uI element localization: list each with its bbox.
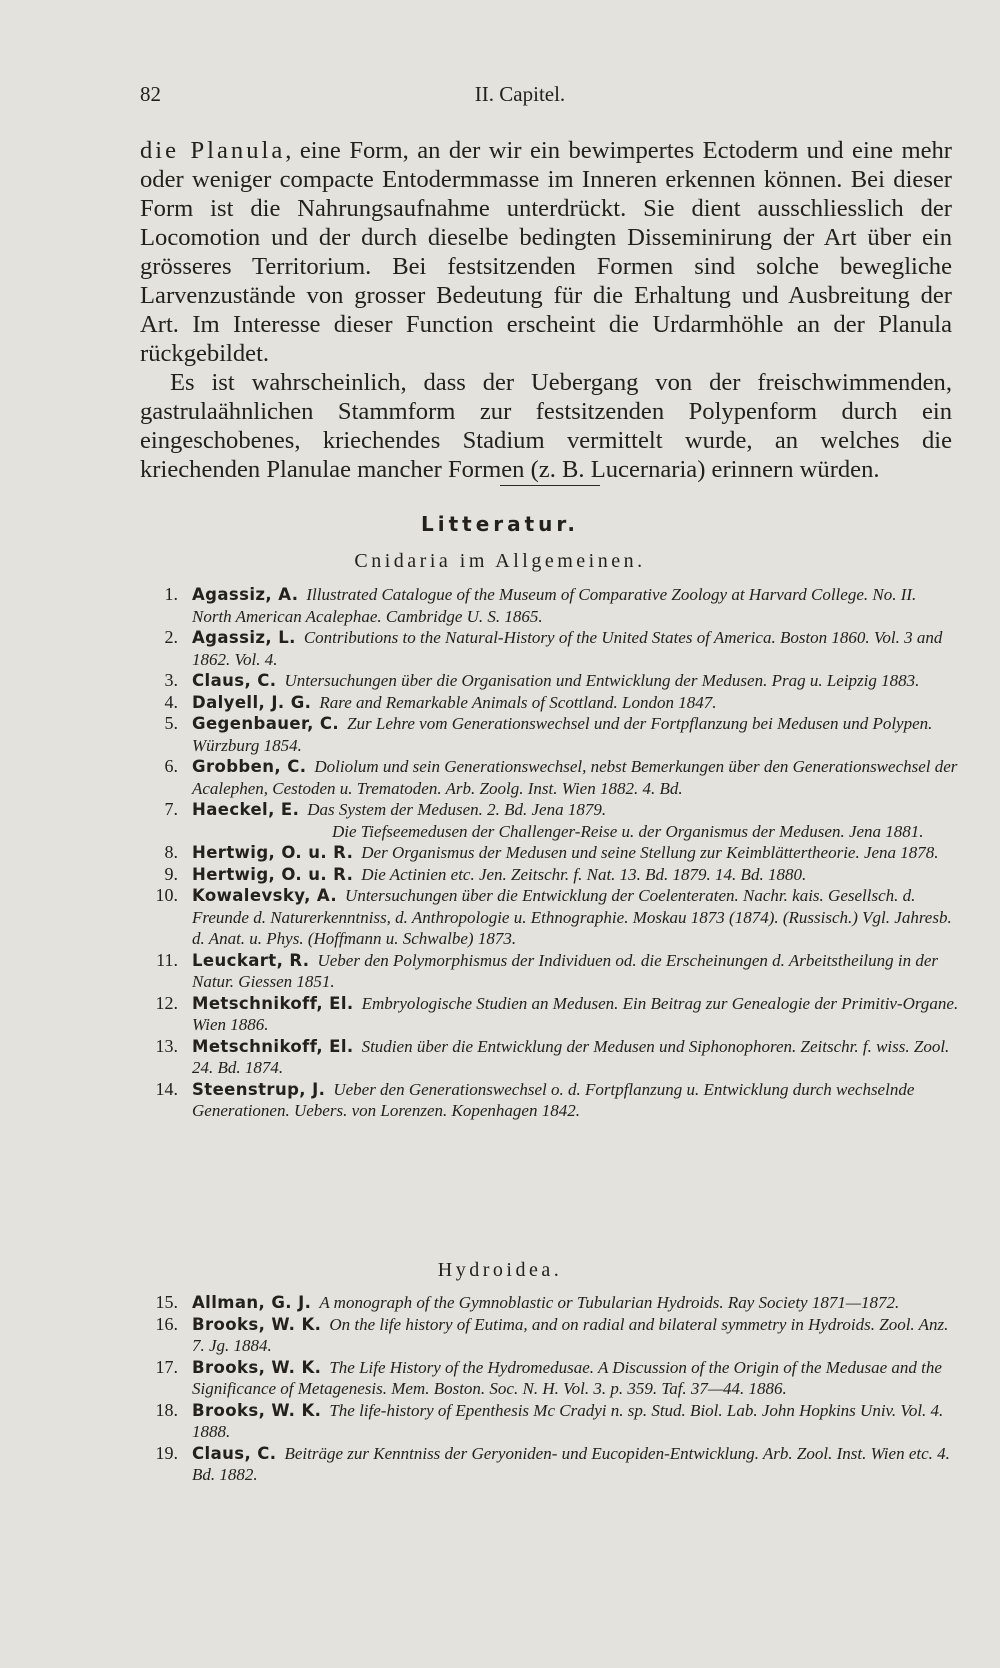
reference-title: Rare and Remarkable Animals of Scottland. London 1847.: [319, 692, 717, 712]
reference-title: Contributions to the Natural-History of the United States of America. Boston 1860. Vol. 3 and 1862. Vol. 4.: [192, 628, 943, 669]
reference-number: 2.: [164, 627, 178, 647]
reference-item: [140, 1036, 960, 1079]
reference-author: Brooks, W. K.: [192, 1314, 322, 1334]
literature-heading: Litteratur.: [420, 512, 580, 536]
reference-title: Zur Lehre vom Generationswechsel und der Fortpflanzung bei Medusen und Polypen. Würzburg 1854.: [192, 714, 933, 755]
reference-author: Claus, C.: [192, 671, 277, 690]
reference-number: 1.: [164, 584, 178, 604]
body-text: [140, 136, 952, 484]
reference-title: A monograph of the Gymnoblastic or Tubularian Hydroids. Ray Society 1871—1872.: [319, 1293, 900, 1312]
reference-item: [140, 885, 960, 950]
reference-item: [140, 864, 960, 886]
reference-title: Untersuchungen über die Organisation und Entwicklung der Medusen. Prag u. Leipzig 1883.: [284, 671, 920, 690]
reference-number: 5.: [164, 713, 178, 733]
reference-author: Kowalevsky, A.: [192, 886, 338, 905]
paragraph-2: Es ist wahrscheinlich, dass der Uebergang von der freischwimmenden, gastrulaähnlichen Stammform zur festsitzenden Polypenform durch ein eingeschobenes, kriechendes Stadium vermittelt wurde, an welches die kriechenden Planulae mancher Formen (z. B. Lucernaria) erinnern würden.: [140, 369, 952, 483]
reference-number: 9.: [164, 863, 178, 884]
reference-title: Doliolum und sein Generationswechsel, nebst Bemerkungen über den Generationswechsel der Acalephen, Cestoden u. Trematoden. Arb. Zoolg. Inst. Wien 1882. 4. Bd.: [192, 757, 958, 798]
reference-number: 10.: [155, 885, 178, 905]
reference-number: 14.: [155, 1078, 178, 1099]
reference-author: Dalyell, J. G.: [192, 692, 312, 712]
reference-item: [140, 842, 960, 864]
reference-item: [140, 713, 960, 756]
reference-number: 3.: [164, 670, 178, 690]
reference-number: 19.: [155, 1442, 178, 1463]
reference-item: [140, 1314, 960, 1357]
reference-number: 13.: [155, 1035, 178, 1056]
paragraph-1-text: , eine Form, an der wir ein bewimpertes Ectoderm und eine mehr oder weniger compacte Entodermmasse im Inneren erkennen können. Bei dieser Form ist die Nahrungsaufnahme unterdrückt. Sie dient ausschliesslich der Locomotion und der durch dieselbe bedingten Disseminirung der Art über ein grösseres Territorium. Bei festsitzenden Formen sind solche bewegliche Larvenzustände von grosser Bedeutung für die Erhaltung und Ausbreitung der Art. Im Interesse dieser Function erscheint die Urdarmhöhle an der Planula rückgebildet.: [140, 137, 952, 367]
reference-extra-title: Die Tiefseemedusen der Challenger-Reise u. der Organismus der Medusen. Jena 1881.: [332, 821, 924, 841]
reference-title: On the life history of Eutima, and on radial and bilateral symmetry in Hydroids. Zool. Anz. 7. Jg. 1884.: [192, 1314, 949, 1355]
reference-title: Studien über die Entwicklung der Medusen und Siphonophoren. Zeitschr. f. wiss. Zool. 24. Bd. 1874.: [192, 1036, 950, 1077]
reference-number: 15.: [155, 1292, 178, 1312]
reference-author: Haeckel, E.: [192, 800, 300, 819]
reference-author: Steenstrup, J.: [192, 1079, 326, 1099]
reference-number: 6.: [164, 756, 178, 776]
reference-item: [140, 1357, 960, 1400]
reference-item: [140, 1292, 960, 1314]
reference-author: Gegenbauer, C.: [192, 714, 340, 733]
reference-number: 8.: [164, 842, 178, 862]
page-number: 82: [140, 82, 161, 106]
section-heading-hydroidea: Hydroidea.: [437, 1259, 563, 1281]
reference-title: The life-history of Epenthesis Mc Cradyi n. sp. Stud. Biol. Lab. John Hopkins Univ. Vol. 4. 1888.: [192, 1400, 944, 1441]
reference-title: Beiträge zur Kenntniss der Geryoniden- und Eucopiden-Entwicklung. Arb. Zool. Inst. Wien etc. 4. Bd. 1882.: [192, 1443, 950, 1484]
section-divider: [500, 485, 600, 486]
reference-author: Allman, G. J.: [192, 1293, 312, 1312]
reference-item: [140, 1443, 960, 1486]
reference-item: [140, 756, 960, 799]
reference-title: Die Actinien etc. Jen. Zeitschr. f. Nat. 13. Bd. 1879. 14. Bd. 1880.: [361, 864, 807, 884]
reference-number: 7.: [164, 799, 178, 819]
reference-author: Hertwig, O. u. R.: [192, 843, 354, 862]
reference-number: 17.: [155, 1356, 178, 1377]
reference-number: 4.: [164, 691, 178, 712]
reference-item: [140, 584, 960, 627]
reference-title: Embryologische Studien an Medusen. Ein Beitrag zur Genealogie der Primitiv-Organe. Wien 1886.: [192, 993, 959, 1034]
page-header: [140, 82, 900, 112]
reference-author: Hertwig, O. u. R.: [192, 864, 354, 884]
reference-item: [140, 799, 960, 842]
reference-title: Illustrated Catalogue of the Museum of Comparative Zoology at Harvard College. No. II. North American Acalephae. Cambridge U. S. 1865.: [192, 585, 917, 626]
reference-item: [140, 692, 960, 714]
reference-number: 16.: [155, 1313, 178, 1334]
reference-author: Brooks, W. K.: [192, 1357, 322, 1377]
reference-author: Agassiz, A.: [192, 585, 299, 604]
reference-item: [140, 1400, 960, 1443]
reference-author: Grobben, C.: [192, 757, 307, 776]
running-title: II. Capitel.: [474, 82, 566, 106]
reference-item: [140, 950, 960, 993]
section-heading-cnidaria: Cnidaria im Allgemeinen.: [354, 550, 646, 572]
reference-author: Metschnikoff, El.: [192, 993, 354, 1013]
reference-author: Leuckart, R.: [192, 950, 310, 970]
reference-title: Der Organismus der Medusen und seine Stellung zur Keimblättertheorie. Jena 1878.: [361, 843, 939, 862]
reference-author: Agassiz, L.: [192, 628, 296, 647]
reference-list-hydroidea: [140, 1292, 960, 1486]
reference-author: Claus, C.: [192, 1443, 277, 1463]
paragraph-1: [140, 136, 952, 368]
reference-item: [140, 993, 960, 1036]
reference-title: Untersuchungen über die Entwicklung der Coelenteraten. Nachr. kais. Gesellsch. d. Freunde d. Naturerkenntniss, d. Anthropologie u. Ethnographie. Moskau 1873 (1874). (Russisch.) Vgl. Jahresb. d. Anat. u. Phys. (Hoffmann u. Schwalbe) 1873.: [192, 886, 952, 948]
reference-title: Ueber den Generationswechsel o. d. Fortpflanzung u. Entwicklung durch wechselnde Generationen. Uebers. von Lorenzen. Kopenhagen 1842.: [192, 1079, 915, 1120]
reference-item: [140, 1079, 960, 1122]
reference-item: [140, 670, 960, 692]
reference-title: Das System der Medusen. 2. Bd. Jena 1879.: [307, 800, 607, 819]
reference-list-cnidaria: [140, 584, 960, 1122]
reference-item: [140, 627, 960, 670]
reference-author: Brooks, W. K.: [192, 1400, 322, 1420]
reference-number: 18.: [155, 1399, 178, 1420]
reference-number: 11.: [156, 949, 178, 970]
reference-title: Ueber den Polymorphismus der Individuen od. die Erscheinungen d. Arbeitstheilung in der Natur. Giessen 1851.: [192, 950, 939, 991]
reference-title: The Life History of the Hydromedusae. A Discussion of the Origin of the Medusae and the Significance of Metagenesis. Mem. Boston. Soc. N. H. Vol. 3. p. 359. Taf. 37—44. 1886.: [192, 1357, 942, 1398]
spaced-term: die Planula: [140, 137, 286, 164]
reference-author: Metschnikoff, El.: [192, 1036, 354, 1056]
reference-number: 12.: [155, 992, 178, 1013]
